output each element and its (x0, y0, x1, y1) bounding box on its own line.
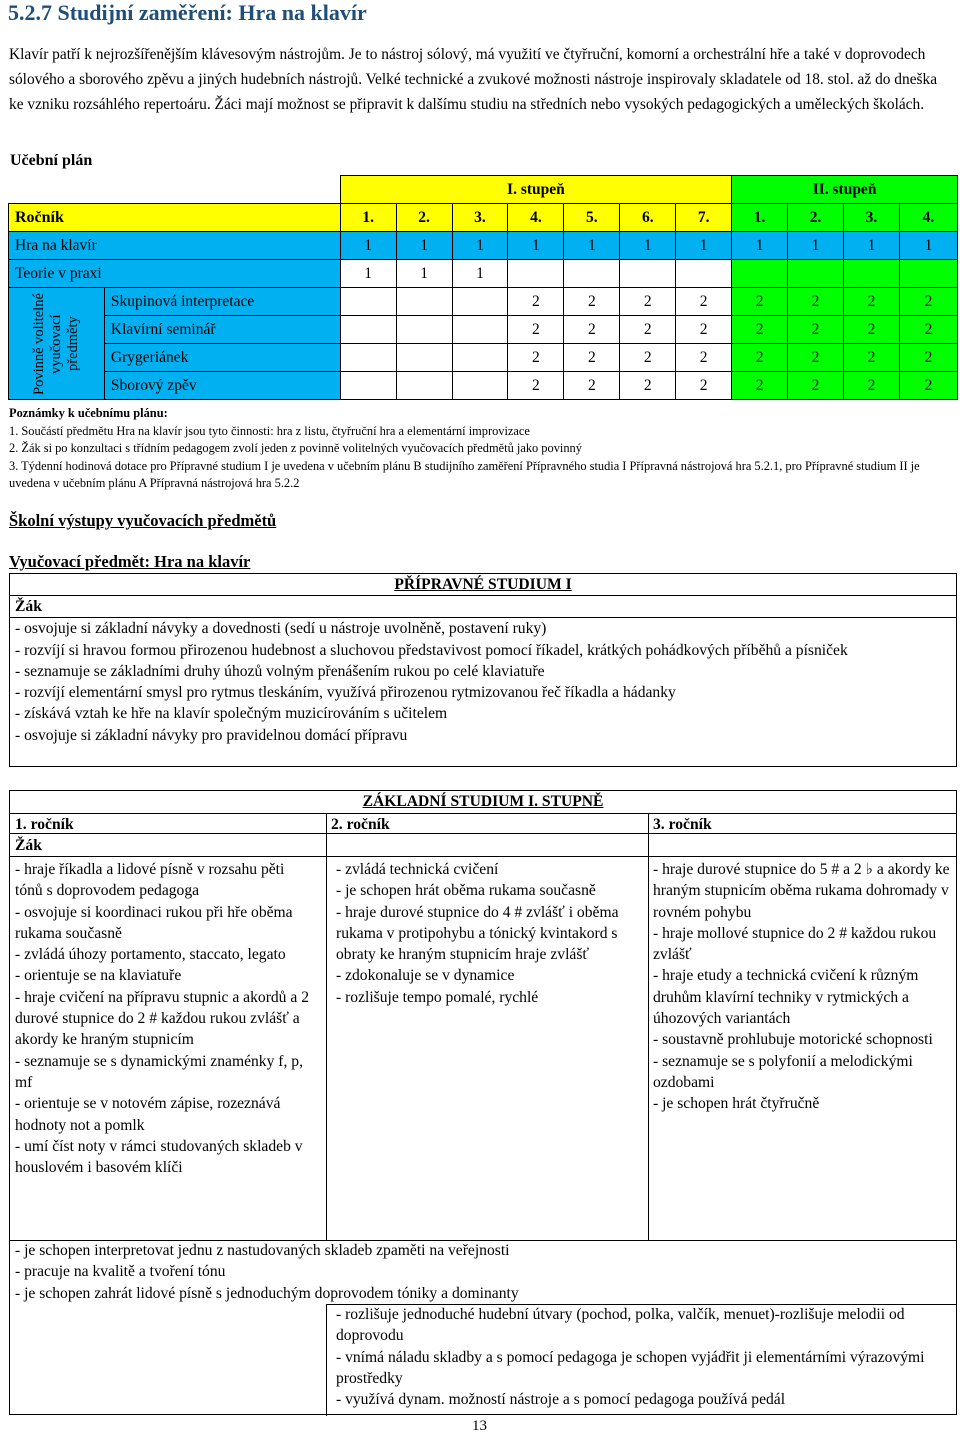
row-label: Sborový zpěv (104, 372, 340, 400)
value-cell: 1 (340, 232, 396, 260)
basic-pupil: Žák (15, 837, 42, 854)
row-label: Klavírní seminář (104, 316, 340, 344)
list-item: - zdokonaluje se v dynamice (336, 967, 515, 985)
value-cell: 1 (788, 232, 844, 260)
value-cell: 2 (620, 316, 676, 344)
prep-pupil: Žák (10, 596, 956, 618)
elective-group-cell (9, 288, 105, 400)
list-item: - seznamuje se s dynamickými znaménky f, p, mf (15, 1052, 303, 1091)
value-cell (340, 288, 396, 316)
value-cell (788, 260, 844, 288)
list-item: - využívá dynam. možností nástroje a s pomocí pedagoga používá pedál (336, 1391, 786, 1409)
value-cell: 2 (899, 344, 957, 372)
value-cell (508, 260, 564, 288)
value-cell: 2 (564, 288, 620, 316)
value-cell: 2 (508, 288, 564, 316)
year-label: Ročník (9, 204, 341, 232)
value-cell: 1 (899, 232, 957, 260)
value-cell: 2 (564, 316, 620, 344)
value-cell: 2 (676, 288, 732, 316)
col2 (331, 859, 636, 1008)
subject-title: Vyučovací předmět: Hra na klavír (9, 552, 251, 571)
value-cell (899, 260, 957, 288)
value-cell: 2 (843, 344, 899, 372)
list-item: - rozlišuje tempo pomalé, rychlé (336, 988, 539, 1006)
value-cell: 1 (564, 232, 620, 260)
col1 (10, 859, 315, 1178)
value-cell (396, 344, 452, 372)
year-cell: 1. (340, 204, 396, 232)
list-item: - orientuje se na klaviatuře (15, 967, 182, 985)
value-cell: 2 (843, 372, 899, 400)
basic-study-box (9, 790, 957, 1415)
list-item: - hraje cvičení na přípravu stupnic a akordů a 2 durové stupnice do 2 # každou rukou zvlášť a akordy ke hraným stupnicím (15, 988, 309, 1049)
year-cell: 4. (899, 204, 957, 232)
stage2-header: II. stupeň (732, 176, 958, 204)
value-cell: 2 (732, 344, 788, 372)
year-cell: 3. (452, 204, 508, 232)
value-cell (396, 288, 452, 316)
value-cell: 1 (508, 232, 564, 260)
value-cell (452, 316, 508, 344)
outputs-title: Školní výstupy vyučovacích předmětů (9, 511, 277, 530)
value-cell (452, 372, 508, 400)
list-item: - rozlišuje jednoduché hudební útvary (pochod, polka, valčík, menuet)-rozlišuje melodii od doprovodu (336, 1306, 905, 1345)
prep-title: PŘÍPRAVNÉ STUDIUM I (10, 574, 956, 596)
shared-2-3 (331, 1304, 931, 1410)
list-item: - je schopen hrát čtyřručně (653, 1095, 820, 1113)
value-cell (396, 316, 452, 344)
value-cell (452, 288, 508, 316)
value-cell: 2 (788, 344, 844, 372)
value-cell: 1 (340, 260, 396, 288)
prep-study-box (9, 573, 957, 767)
value-cell: 1 (396, 260, 452, 288)
value-cell: 2 (732, 372, 788, 400)
list-item: - seznamuje se základními druhy úhozů volným přenášením rukou po celé klaviatuře (15, 662, 545, 680)
list-item: - soustavně prohlubuje motorické schopnosti (653, 1031, 933, 1049)
plan-notes (9, 405, 954, 493)
value-cell: 2 (732, 316, 788, 344)
value-cell (340, 316, 396, 344)
list-item: - hraje říkadla a lidové písně v rozsahu pěti tónů s doprovodem pedagoga (15, 861, 285, 900)
value-cell: 1 (732, 232, 788, 260)
value-cell (564, 260, 620, 288)
value-cell: 2 (899, 372, 957, 400)
value-cell: 2 (843, 316, 899, 344)
value-cell: 1 (676, 232, 732, 260)
plan-title: Učební plán (10, 152, 93, 169)
study-plan-table (8, 175, 958, 400)
col-header-3: 3. ročník (648, 813, 956, 834)
list-item: - zvládá technická cvičení (336, 861, 499, 878)
value-cell (732, 260, 788, 288)
list-item: - osvojuje si základní návyky a dovednosti (sedí u nástroje uvolněně, postavení ruky) (15, 620, 547, 638)
value-cell: 2 (564, 372, 620, 400)
value-cell: 2 (620, 372, 676, 400)
value-cell: 2 (508, 372, 564, 400)
year-cell: 5. (564, 204, 620, 232)
list-item: - je schopen interpretovat jednu z nastudovaných skladeb zpaměti na veřejnosti (15, 1242, 510, 1259)
page-number: 13 (472, 1418, 487, 1434)
list-item: - rozvíjí si hravou formou přirozenou hudebnost a sluchovou představivost pomocí říkadel, krátkých pohádkových příběhů a písniček (15, 641, 848, 659)
year-cell: 1. (732, 204, 788, 232)
list-item: - zvládá úhozy portamento, staccato, legato (15, 946, 286, 964)
list-item: - osvojuje si základní návyky pro pravidelnou domácí přípravu (15, 726, 408, 744)
year-cell: 6. (620, 204, 676, 232)
value-cell (676, 260, 732, 288)
list-item: - hraje etudy a technická cvičení k různým druhům klavírní techniky v rytmických a úhozových variantách (653, 967, 919, 1028)
value-cell: 2 (899, 316, 957, 344)
value-cell (340, 344, 396, 372)
page-heading: 5.2.7 Studijní zaměření: Hra na klavír (8, 0, 367, 25)
list-item: - hraje durové stupnice do 5 # a 2 ♭ a akordy ke hraným stupnicím oběma rukama dohromady v rovném pohybu (653, 861, 950, 921)
list-item: - pracuje na kvalitě a tvoření tónu (15, 1263, 226, 1281)
list-item: - osvojuje si koordinaci rukou při hře oběma rukama současně (15, 903, 293, 942)
value-cell: 2 (788, 288, 844, 316)
year-cell: 7. (676, 204, 732, 232)
value-cell (620, 260, 676, 288)
note-item: 1. Součástí předmětu Hra na klavír jsou tyto činnosti: hra z listu, čtyřruční hra a elementární improvizace (9, 423, 530, 438)
notes-title: Poznámky k učebnímu plánu: (9, 406, 168, 420)
value-cell (452, 344, 508, 372)
value-cell: 1 (396, 232, 452, 260)
row-label: Skupinová interpretace (104, 288, 340, 316)
value-cell: 1 (452, 260, 508, 288)
year-cell: 2. (396, 204, 452, 232)
stage1-header: I. stupeň (340, 176, 731, 204)
year-cell: 3. (843, 204, 899, 232)
value-cell: 1 (843, 232, 899, 260)
year-cell: 4. (508, 204, 564, 232)
value-cell (340, 372, 396, 400)
list-item: - hraje mollové stupnice do 2 # každou rukou zvlášť (653, 924, 937, 964)
value-cell: 2 (788, 316, 844, 344)
note-item: 3. Týdenní hodinová dotace pro Přípravné studium I je uvedena v učebním plánu B studijního zaměření Přípravného studia I Přípravná nástrojová hra 5.2.1, pro Přípravné studium II je uvedena v učebním plánu A Přípravná nástrojová hra 5.2.2 (9, 458, 920, 490)
list-item: - vnímá náladu skladby a s pomocí pedagoga je schopen vyjádřit ji elementárními výrazovými prostředky (336, 1348, 925, 1387)
value-cell: 2 (899, 288, 957, 316)
value-cell: 2 (508, 316, 564, 344)
value-cell: 2 (788, 372, 844, 400)
elective-group-label: Povinně volitelné vyučovací předměty (30, 292, 81, 395)
row-label: Hra na klavír (9, 232, 341, 260)
value-cell: 2 (676, 372, 732, 400)
value-cell: 2 (564, 344, 620, 372)
year-cell: 2. (788, 204, 844, 232)
list-item: - je schopen hrát oběma rukama současně (336, 882, 596, 900)
list-item: - získává vztah ke hře na klavír společným muzicírováním s učitelem (15, 705, 448, 723)
value-cell: 2 (508, 344, 564, 372)
basic-title: ZÁKLADNÍ STUDIUM I. STUPNĚ (362, 793, 604, 810)
note-item: 2. Žák si po konzultaci s třídním pedagogem zvolí jeden z povinně volitelných vyučovacích předmětů jako povinný (9, 441, 582, 455)
value-cell: 1 (452, 232, 508, 260)
row-label: Teorie v praxi (9, 260, 341, 288)
value-cell: 1 (620, 232, 676, 260)
value-cell (396, 372, 452, 400)
list-item: - hraje durové stupnice do 4 # zvlášť i oběma rukama v protipohybu a tónický kvintakord s obraty ke hraným stupnicím hraje zvlášť (336, 903, 619, 964)
list-item: - seznamuje se s polyfonií a melodickými ozdobami (653, 1052, 913, 1091)
row-label: Grygeriánek (104, 344, 340, 372)
col3 (648, 859, 953, 1115)
list-item: - orientuje se v notovém zápise, rozeznává hodnoty not a pomlk (15, 1095, 281, 1134)
list-item: - umí číst noty v rámci studovaných skladeb v houslovém i basovém klíči (15, 1137, 303, 1177)
value-cell: 2 (620, 288, 676, 316)
col-header-1: 1. ročník (10, 813, 326, 834)
value-cell: 2 (676, 344, 732, 372)
shared-all (10, 1240, 950, 1304)
col-header-2: 2. ročník (326, 813, 648, 834)
value-cell (843, 260, 899, 288)
list-item: - rozvíjí elementární smysl pro rytmus tleskáním, využívá přirozenou rytmizovanou řeč říkadla a hádanky (15, 684, 676, 702)
value-cell: 2 (732, 288, 788, 316)
value-cell: 2 (620, 344, 676, 372)
prep-list (10, 618, 956, 746)
value-cell: 2 (676, 316, 732, 344)
intro-paragraph: Klavír patří k nejrozšířenějším klávesovým nástrojům. Je to nástroj sólový, má využití ve čtyřruční, komorní a orchestrální hře a také v doprovodech sólového a sborového zpěvu a jiných hudebních nástrojů. Velké technické a zvukové možnosti nástroje inspirovaly skladatele od 18. stol. až do dneška ke vzniku rozsáhlého repertoáru. Žáci mají možnost se připravit k dalšímu studiu na středních nebo vysokých pedagogických a uměleckých školách. (9, 46, 938, 113)
value-cell: 2 (843, 288, 899, 316)
list-item: - je schopen zahrát lidové písně s jednoduchým doprovodem tóniky a dominanty (15, 1284, 519, 1302)
